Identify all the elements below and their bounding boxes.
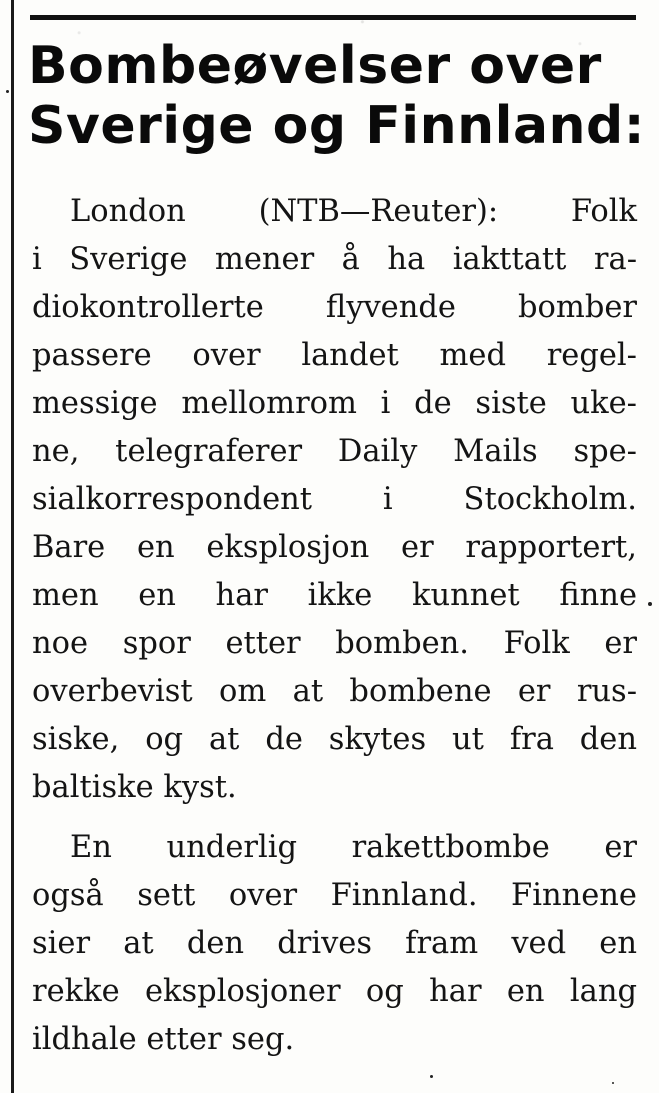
text-line: noe spor etter bomben. Folk er <box>32 626 637 661</box>
text-line: Bare en eksplosjon er rapportert, <box>32 530 637 565</box>
headline <box>28 36 648 156</box>
text-line: diokontrollerte flyvende bomber <box>32 290 637 325</box>
print-speck <box>6 90 9 93</box>
print-speck <box>430 1075 433 1078</box>
print-speck <box>648 602 652 606</box>
text-line: sialkorrespondent i Stockholm. <box>32 482 637 517</box>
text-line: messige mellomrom i de siste uke- <box>32 386 637 421</box>
text-line: overbevist om at bombene er rus- <box>32 674 637 709</box>
text-line: baltiske kyst. <box>32 770 237 805</box>
column-rule-left <box>11 0 14 1093</box>
text-line: rekke eksplosjoner og har en lang <box>32 974 637 1009</box>
paragraph-2 <box>32 824 637 1064</box>
text-line: i Sverige mener å ha iakttatt ra- <box>32 242 637 277</box>
headline-line-2: Sverige og Finnland: <box>28 96 646 156</box>
text-line: også sett over Finnland. Finnene <box>32 878 637 913</box>
headline-line-1: Bombeøvelser over <box>28 36 602 96</box>
text-line: ildhale etter seg. <box>32 1022 295 1057</box>
text-line: sier at den drives fram ved en <box>32 926 637 961</box>
text-line: men en har ikke kunnet finne <box>32 578 637 613</box>
print-speck <box>612 1082 614 1084</box>
text-line: passere over landet med regel- <box>32 338 637 373</box>
text-line: En underlig rakettbombe er <box>70 830 637 865</box>
article-body <box>32 188 637 1064</box>
paragraph-1 <box>32 188 637 812</box>
text-line: London (NTB—Reuter): Folk <box>70 194 637 229</box>
text-line: siske, og at de skytes ut fra den <box>32 722 637 757</box>
column-rule-top <box>30 15 636 20</box>
text-line: ne, telegraferer Daily Mails spe- <box>32 434 637 469</box>
